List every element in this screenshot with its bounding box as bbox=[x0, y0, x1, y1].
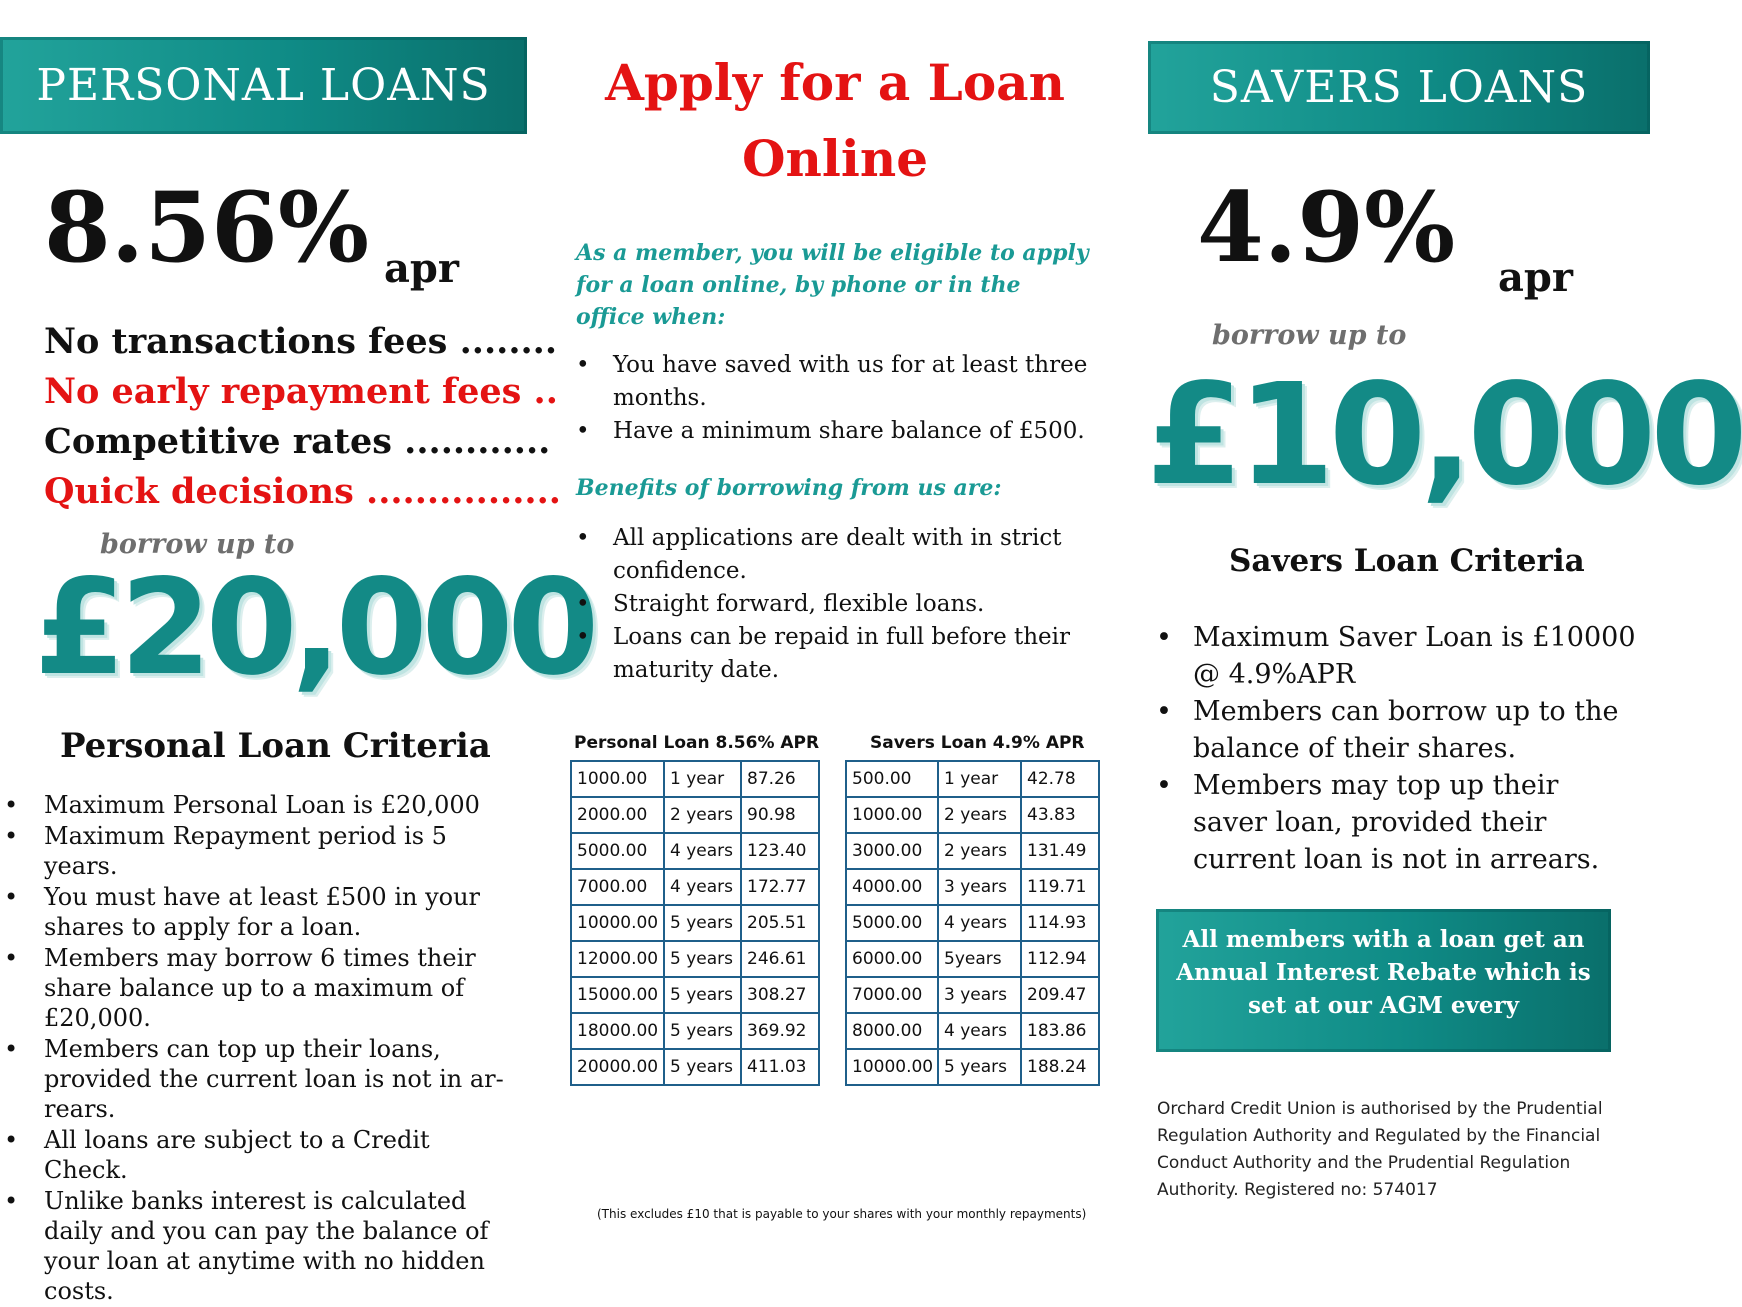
feature-quick-decisions: Quick decisions ................ bbox=[44, 471, 561, 512]
repayment-cell: 90.98 bbox=[741, 797, 819, 833]
personal-max-amount: £20,000 bbox=[34, 551, 594, 705]
table-row bbox=[846, 1013, 1099, 1049]
table-row bbox=[571, 797, 819, 833]
table-row bbox=[571, 905, 819, 941]
list-item: • Maximum Personal Loan is £20,000 bbox=[2, 790, 512, 820]
apply-intro: As a member, you will be eligible to apply for a loan online, by phone or in the office when: bbox=[576, 240, 1089, 330]
personal-rate: 8.56% bbox=[44, 171, 370, 284]
amount-cell: 10000.00 bbox=[846, 1049, 938, 1085]
list-item: • You must have at least £500 in your shares to apply for a loan. bbox=[2, 882, 512, 942]
table-row bbox=[846, 833, 1099, 869]
term-cell: 5 years bbox=[664, 977, 741, 1013]
table-row bbox=[846, 1049, 1099, 1085]
repayment-cell: 183.86 bbox=[1021, 1013, 1099, 1049]
list-item: • Members can top up their loans, provided the current loan is not in ar-rears. bbox=[2, 1034, 512, 1124]
term-cell: 1 year bbox=[938, 761, 1021, 797]
term-cell: 2 years bbox=[938, 833, 1021, 869]
personal-borrow-up-to: borrow up to bbox=[100, 529, 295, 560]
term-cell: 2 years bbox=[664, 797, 741, 833]
list-item: • Maximum Repayment period is 5 years. bbox=[2, 821, 512, 881]
repayment-cell: 42.78 bbox=[1021, 761, 1099, 797]
term-cell: 4 years bbox=[938, 1013, 1021, 1049]
amount-cell: 15000.00 bbox=[571, 977, 664, 1013]
annual-interest-rebate-box bbox=[1156, 909, 1611, 1052]
term-cell: 5 years bbox=[664, 1049, 741, 1085]
repayment-cell: 209.47 bbox=[1021, 977, 1099, 1013]
benefits-list bbox=[576, 522, 1096, 687]
repayment-cell: 172.77 bbox=[741, 869, 819, 905]
amount-cell: 1000.00 bbox=[571, 761, 664, 797]
list-item: • Members may top up their saver loan, provided their current loan is not in arrears. bbox=[1156, 767, 1636, 878]
personal-criteria-list bbox=[2, 790, 512, 1307]
apply-title-line1: Apply for a Loan bbox=[605, 53, 1065, 112]
term-cell: 5years bbox=[938, 941, 1021, 977]
term-cell: 1 year bbox=[664, 761, 741, 797]
term-cell: 2 years bbox=[938, 797, 1021, 833]
amount-cell: 5000.00 bbox=[846, 905, 938, 941]
personal-apr-label: apr bbox=[384, 245, 459, 292]
list-item: • Members may borrow 6 times their share balance up to a maximum of £20,000. bbox=[2, 943, 512, 1033]
table-row bbox=[846, 797, 1099, 833]
savers-loans-banner bbox=[1148, 41, 1650, 134]
term-cell: 5 years bbox=[664, 1013, 741, 1049]
list-item: • You have saved with us for at least three months. bbox=[576, 349, 1116, 415]
repayment-cell: 112.94 bbox=[1021, 941, 1099, 977]
apply-title-line2: Online bbox=[741, 129, 929, 188]
term-cell: 4 years bbox=[664, 833, 741, 869]
repayment-cell: 114.93 bbox=[1021, 905, 1099, 941]
repayment-footnote: (This excludes £10 that is payable to your shares with your monthly repayments) bbox=[597, 1207, 1087, 1221]
list-item: • Straight forward, flexible loans. bbox=[576, 588, 1096, 621]
term-cell: 3 years bbox=[938, 977, 1021, 1013]
feature-no-transaction-fees: No transactions fees ........ bbox=[44, 321, 558, 362]
amount-cell: 500.00 bbox=[846, 761, 938, 797]
amount-cell: 3000.00 bbox=[846, 833, 938, 869]
personal-loans-banner bbox=[0, 37, 527, 134]
repayment-cell: 246.61 bbox=[741, 941, 819, 977]
savers-max-amount: £10,000 bbox=[1146, 354, 1742, 517]
amount-cell: 7000.00 bbox=[571, 869, 664, 905]
table-row bbox=[846, 869, 1099, 905]
table-row bbox=[571, 761, 819, 797]
feature-no-early-repayment-fees: No early repayment fees .. bbox=[44, 371, 558, 412]
repayment-cell: 205.51 bbox=[741, 905, 819, 941]
repayment-cell: 43.83 bbox=[1021, 797, 1099, 833]
amount-cell: 7000.00 bbox=[846, 977, 938, 1013]
amount-cell: 6000.00 bbox=[846, 941, 938, 977]
term-cell: 5 years bbox=[938, 1049, 1021, 1085]
repayment-cell: 119.71 bbox=[1021, 869, 1099, 905]
amount-cell: 12000.00 bbox=[571, 941, 664, 977]
list-item: • All applications are dealt with in strict confidence. bbox=[576, 522, 1096, 588]
list-item: • Loans can be repaid in full before their maturity date. bbox=[576, 621, 1096, 687]
repayment-cell: 369.92 bbox=[741, 1013, 819, 1049]
term-cell: 4 years bbox=[664, 869, 741, 905]
repayment-cell: 131.49 bbox=[1021, 833, 1099, 869]
personal-criteria-title: Personal Loan Criteria bbox=[60, 726, 491, 766]
table-row bbox=[846, 905, 1099, 941]
table-row bbox=[846, 977, 1099, 1013]
savers-criteria-list bbox=[1156, 619, 1636, 878]
feature-competitive-rates: Competitive rates ............ bbox=[44, 421, 551, 462]
amount-cell: 8000.00 bbox=[846, 1013, 938, 1049]
repayment-cell: 411.03 bbox=[741, 1049, 819, 1085]
list-item: • Maximum Saver Loan is £10000 @ 4.9%APR bbox=[1156, 619, 1636, 693]
amount-cell: 10000.00 bbox=[571, 905, 664, 941]
term-cell: 4 years bbox=[938, 905, 1021, 941]
apply-title bbox=[560, 45, 1110, 197]
table-row bbox=[571, 1013, 819, 1049]
repayment-cell: 123.40 bbox=[741, 833, 819, 869]
term-cell: 3 years bbox=[938, 869, 1021, 905]
table-row bbox=[846, 941, 1099, 977]
table-row bbox=[571, 1049, 819, 1085]
amount-cell: 20000.00 bbox=[571, 1049, 664, 1085]
list-item: • All loans are subject to a Credit Check. bbox=[2, 1125, 512, 1185]
amount-cell: 2000.00 bbox=[571, 797, 664, 833]
personal-loan-table bbox=[570, 760, 820, 1086]
table-row bbox=[571, 977, 819, 1013]
savers-rate: 4.9% bbox=[1197, 171, 1456, 284]
list-item: • Have a minimum share balance of £500. bbox=[576, 415, 1116, 448]
repayment-cell: 87.26 bbox=[741, 761, 819, 797]
benefits-title: Benefits of borrowing from us are: bbox=[576, 475, 1002, 501]
personal-loans-heading: PERSONAL LOANS bbox=[36, 60, 491, 111]
list-item: • Members can borrow up to the balance of their shares. bbox=[1156, 693, 1636, 767]
repayment-cell: 188.24 bbox=[1021, 1049, 1099, 1085]
term-cell: 5 years bbox=[664, 941, 741, 977]
table-row bbox=[571, 941, 819, 977]
table-row bbox=[571, 869, 819, 905]
savers-loan-table bbox=[845, 760, 1100, 1086]
table-row bbox=[571, 833, 819, 869]
savers-loan-table-caption: Savers Loan 4.9% APR bbox=[870, 733, 1085, 753]
eligibility-conditions-list bbox=[576, 349, 1116, 448]
table-row bbox=[846, 761, 1099, 797]
repayment-cell: 308.27 bbox=[741, 977, 819, 1013]
savers-loans-heading: SAVERS LOANS bbox=[1209, 62, 1589, 113]
term-cell: 5 years bbox=[664, 905, 741, 941]
annual-interest-rebate-text: All members with a loan get an Annual Interest Rebate which is set at our AGM every bbox=[1176, 926, 1591, 1019]
personal-loan-table-caption: Personal Loan 8.56% APR bbox=[574, 733, 820, 753]
amount-cell: 4000.00 bbox=[846, 869, 938, 905]
amount-cell: 5000.00 bbox=[571, 833, 664, 869]
savers-apr-label: apr bbox=[1498, 254, 1573, 301]
regulatory-notice: Orchard Credit Union is authorised by the Prudential Regulation Authority and Regulated by the Financial Conduct Authority and the Prudential Regulation Authority. Registered no: 574017 bbox=[1157, 1099, 1603, 1200]
savers-criteria-title: Savers Loan Criteria bbox=[1229, 543, 1585, 579]
list-item: • Unlike banks interest is calculated daily and you can pay the balance of your loan at anytime with no hidden costs. bbox=[2, 1186, 512, 1306]
savers-borrow-up-to: borrow up to bbox=[1212, 320, 1407, 351]
amount-cell: 18000.00 bbox=[571, 1013, 664, 1049]
amount-cell: 1000.00 bbox=[846, 797, 938, 833]
